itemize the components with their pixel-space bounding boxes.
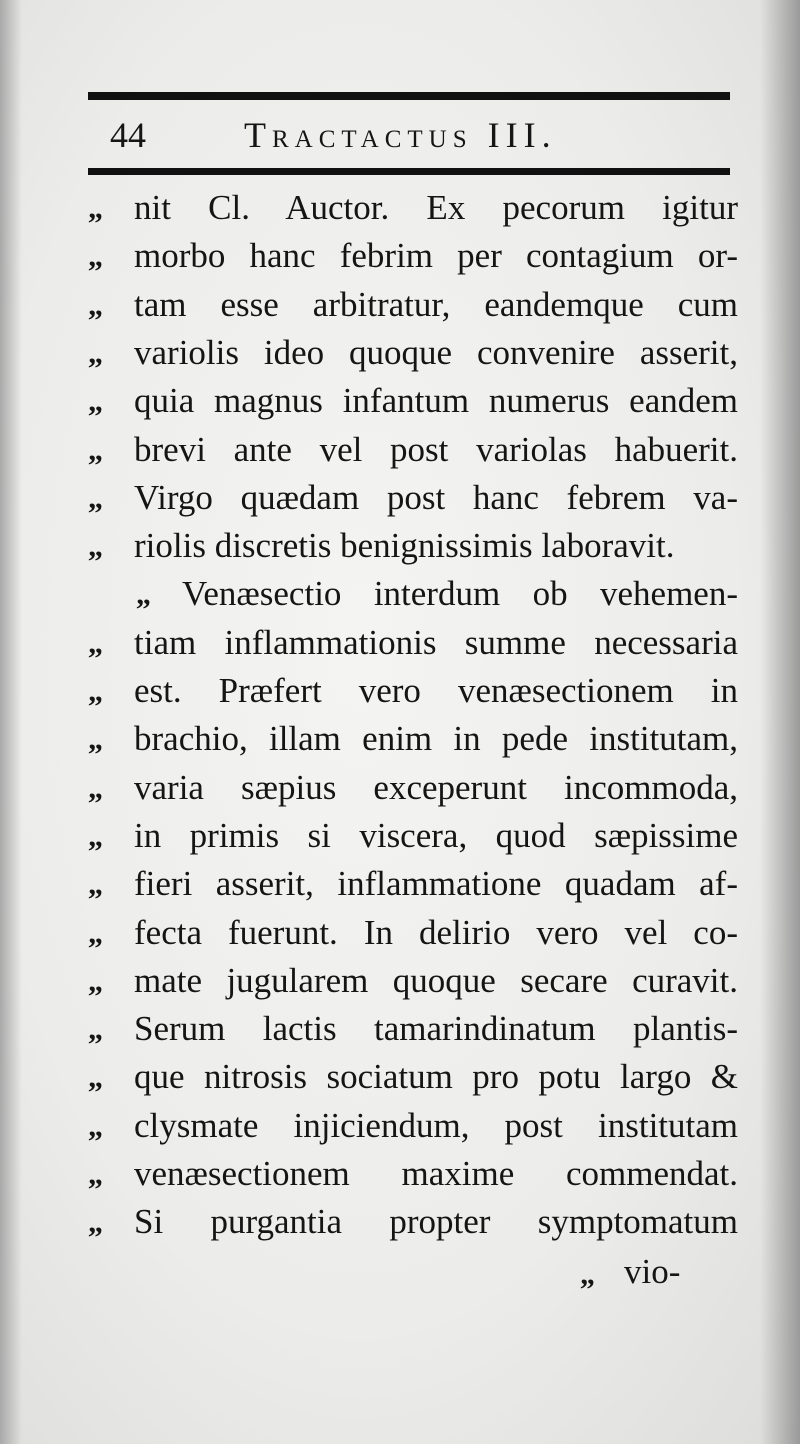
text-line xyxy=(88,961,738,1009)
quote-mark: „ xyxy=(88,675,102,708)
quote-mark: „ xyxy=(580,1258,594,1291)
text-line xyxy=(88,913,738,961)
line-text: varia sæpius exceperunt incommoda, xyxy=(134,767,738,807)
quote-mark: „ xyxy=(88,530,102,564)
quote-mark: „ xyxy=(88,868,102,902)
line-text: tiam inflammationis summe necessaria xyxy=(134,622,738,662)
text-line xyxy=(88,478,738,526)
quote-mark: „ xyxy=(88,964,102,998)
line-text: quia magnus infantum numerus eandem xyxy=(134,381,738,421)
line-text: que nitrosis sociatum pro potu largo & xyxy=(134,1057,738,1097)
line-text: brachio, illam enim in pede institutam, xyxy=(134,719,738,759)
text-line xyxy=(88,768,738,816)
text-line xyxy=(88,1106,738,1154)
text-line xyxy=(88,1009,738,1057)
text-line xyxy=(88,1202,738,1250)
text-line xyxy=(88,574,738,622)
text-line xyxy=(88,864,738,912)
line-text: riolis discretis benignissimis laboravit. xyxy=(134,526,675,566)
text-line xyxy=(88,671,738,719)
text-line xyxy=(88,1057,738,1105)
quote-mark: „ xyxy=(88,1109,102,1143)
quote-mark: „ xyxy=(88,336,102,370)
text-line xyxy=(88,333,738,381)
line-text: fecta fuerunt. In delirio vero vel co- xyxy=(134,912,738,952)
line-text: mate jugularem quoque secare curavit. xyxy=(134,960,738,1000)
quote-mark: „ xyxy=(88,1061,102,1095)
quote-mark: „ xyxy=(88,385,102,419)
text-line xyxy=(88,236,738,284)
quote-mark: „ xyxy=(88,626,102,660)
text-line xyxy=(88,816,738,864)
running-header xyxy=(110,108,730,164)
line-text: Si purgantia propter symptomatum xyxy=(134,1202,738,1242)
text-line xyxy=(88,381,738,429)
quote-mark: „ xyxy=(88,433,102,467)
text-line xyxy=(88,623,738,671)
quote-mark: „ xyxy=(88,819,102,853)
text-line xyxy=(88,188,738,236)
text-line xyxy=(88,719,738,767)
text-line xyxy=(88,1154,738,1202)
quote-mark: „ xyxy=(88,723,102,757)
line-text: tam esse arbitratur, eandemque cum xyxy=(134,284,738,324)
quote-mark: „ xyxy=(136,578,150,612)
line-text: Virgo quædam post hanc febrem va- xyxy=(134,477,738,517)
line-text: morbo hanc febrim per contagium or- xyxy=(134,236,738,276)
line-text: venæsectionem maxime commendat. xyxy=(134,1154,738,1193)
catchword: vio- xyxy=(624,1252,681,1291)
line-text: est. Præfert vero venæsectionem in xyxy=(134,671,738,710)
text-line xyxy=(88,285,738,333)
quote-mark: „ xyxy=(88,240,102,274)
quote-mark: „ xyxy=(88,1206,102,1240)
quote-mark: „ xyxy=(88,288,102,322)
line-text: Venæsectio interdum ob vehemen- xyxy=(182,574,738,614)
quote-mark: „ xyxy=(88,1158,102,1191)
header-rule-top xyxy=(88,92,730,100)
line-text: in primis si viscera, quod sæpissime xyxy=(134,815,738,855)
catchword-line xyxy=(580,1252,720,1296)
line-text: clysmate injiciendum, post institutam xyxy=(134,1105,738,1145)
line-text: brevi ante vel post variolas habuerit. xyxy=(134,429,738,469)
line-text: fieri asserit, inflammatione quadam af- xyxy=(134,864,738,904)
text-line xyxy=(88,430,738,478)
line-text: nit Cl. Auctor. Ex pecorum igitur xyxy=(134,188,738,227)
quote-mark: „ xyxy=(88,192,102,225)
running-title: Tractactus III. xyxy=(244,115,557,155)
quote-mark: „ xyxy=(88,916,102,950)
text-line xyxy=(88,526,738,574)
line-text: Serum lactis tamarindinatum plantis- xyxy=(134,1009,738,1049)
page-number: 44 xyxy=(110,115,146,155)
quote-mark: „ xyxy=(88,481,102,515)
header-rule-bottom xyxy=(88,168,730,175)
line-text: variolis ideo quoque convenire asserit, xyxy=(134,332,738,372)
quote-mark: „ xyxy=(88,1013,102,1047)
quote-mark: „ xyxy=(88,771,102,805)
